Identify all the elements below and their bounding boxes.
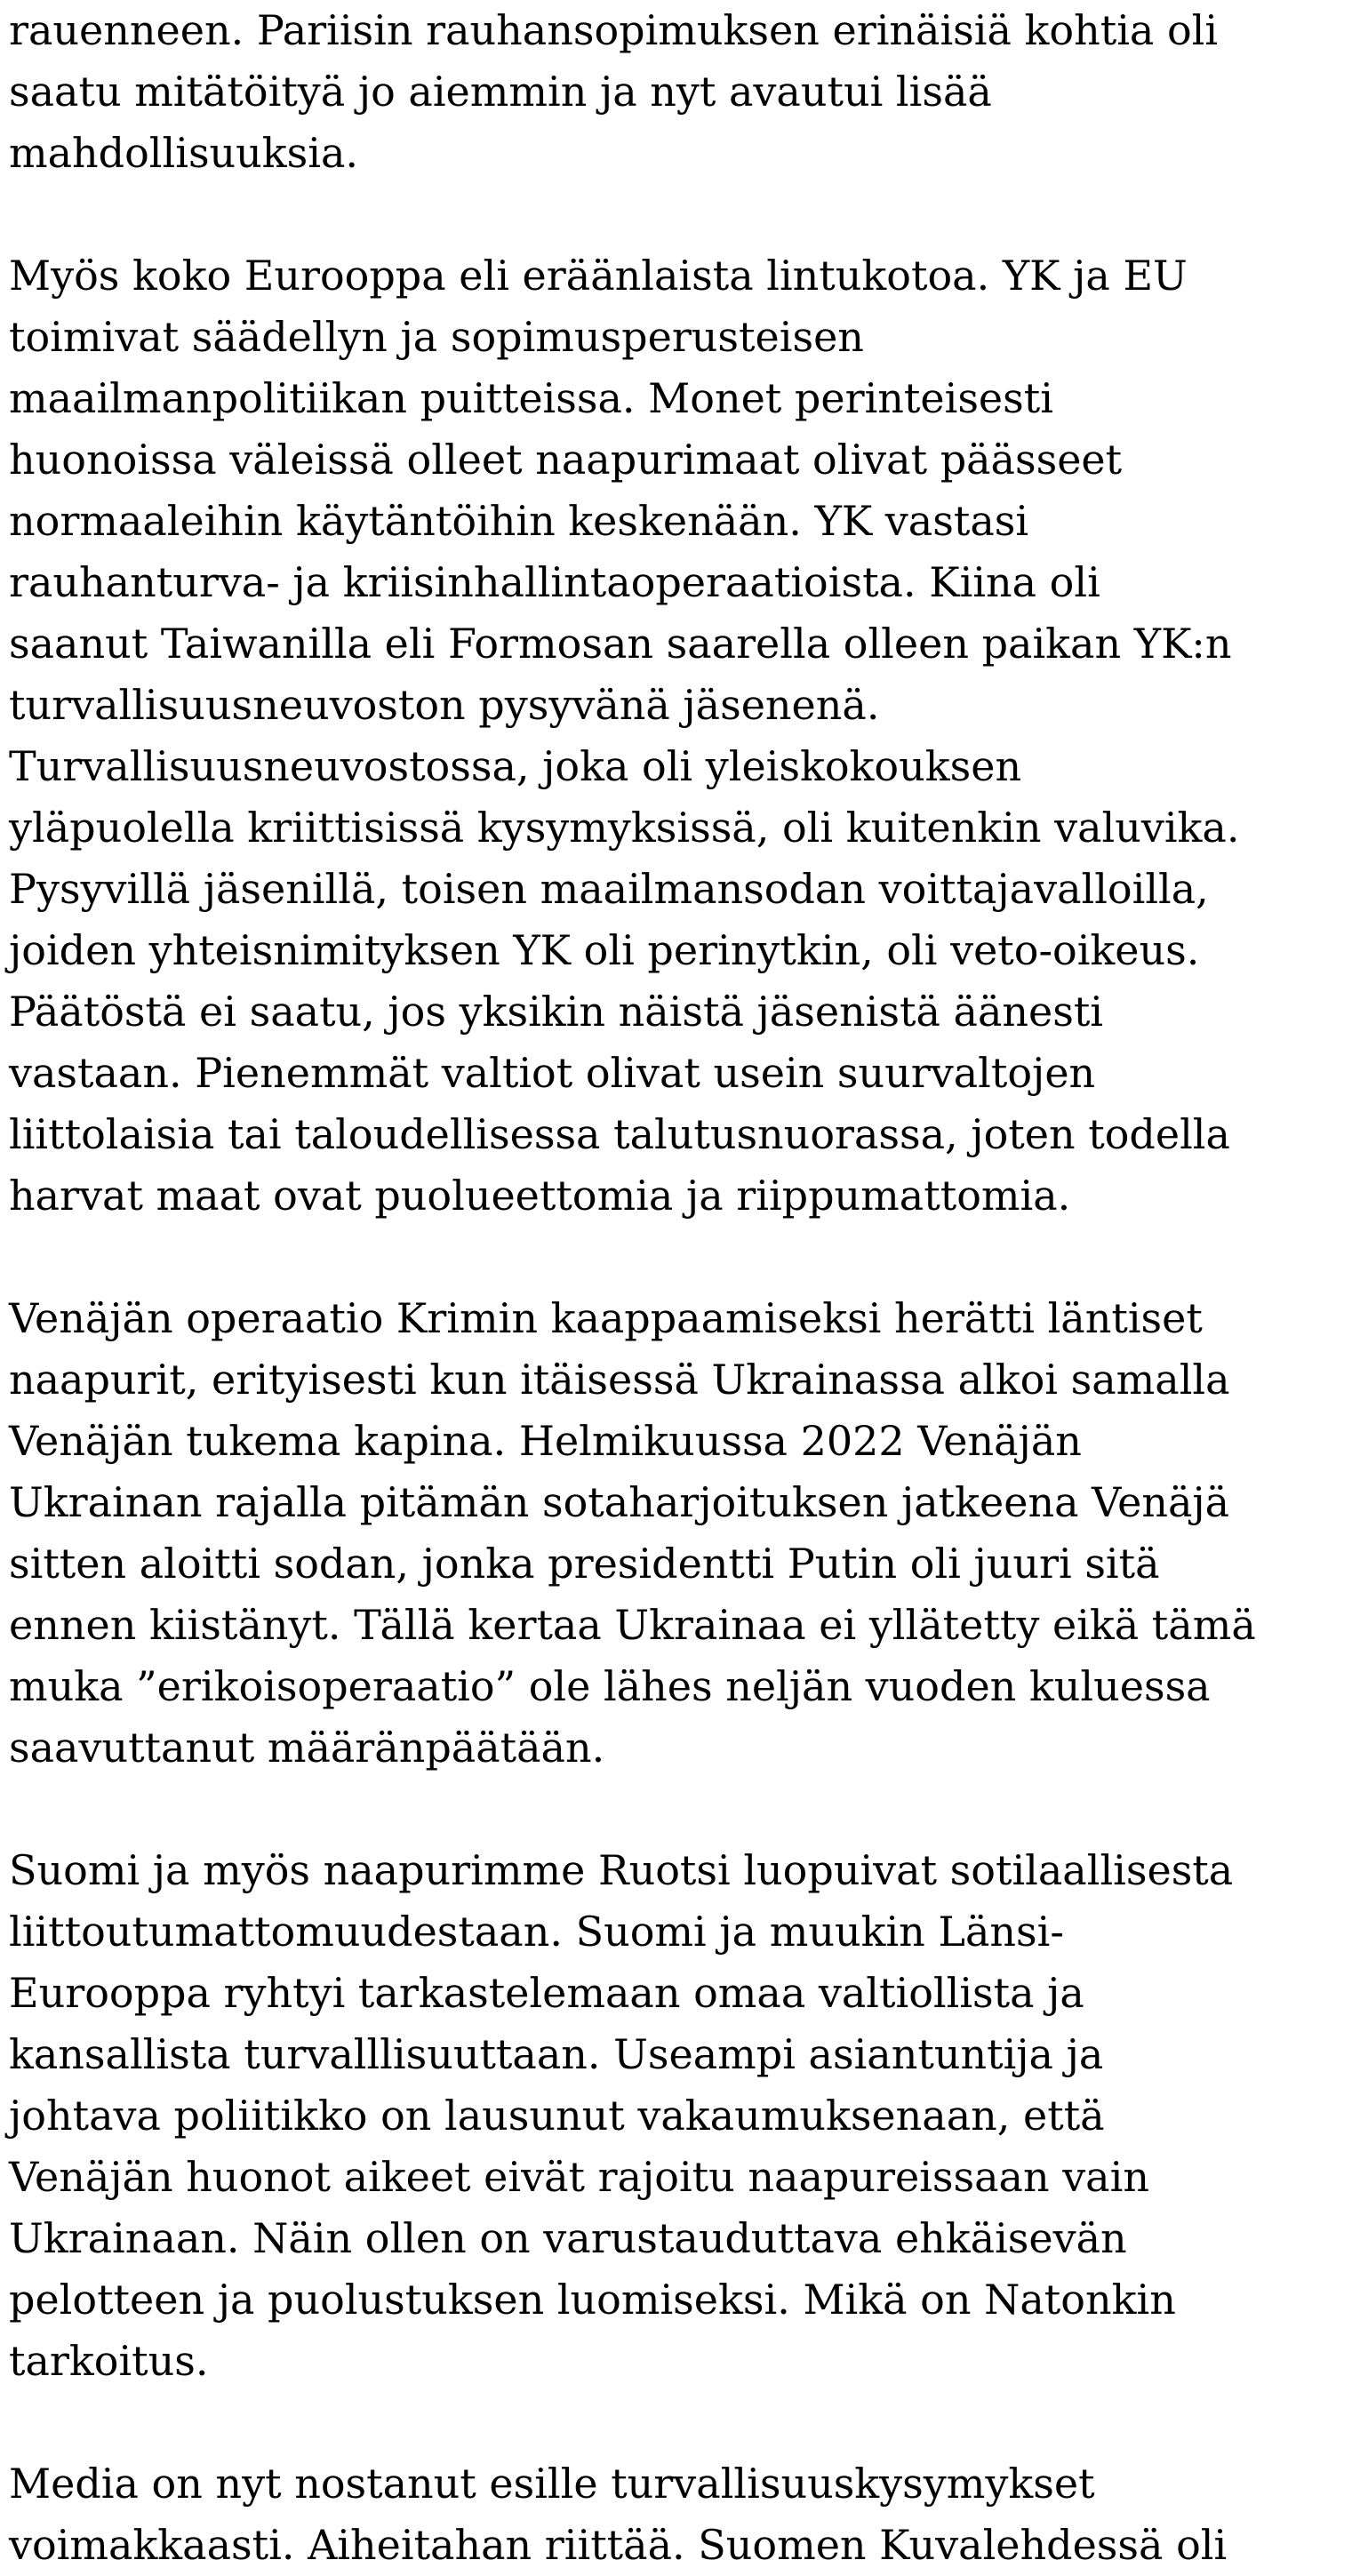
text-line: sitten aloitti sodan, jonka presidentti Putin oli juuri sitä <box>9 1540 1160 1588</box>
text-line: saanut Taiwanilla eli Formosan saarella olleen paikan YK:n <box>9 620 1232 668</box>
text-line: maailmanpolitiikan puitteissa. Monet perinteisesti <box>9 374 1053 422</box>
text-line: Ukrainaan. Näin ollen on varustauduttava ehkäisevän <box>9 2214 1127 2262</box>
text-line: harvat maat ovat puolueettomia ja riippumattomia. <box>9 1172 1071 1220</box>
paragraph-3 <box>9 1288 1356 1779</box>
paragraph-5 <box>9 2453 1356 2576</box>
text-line: saatu mitätöityä jo aiemmin ja nyt avautui lisää <box>9 68 992 116</box>
text-line: Eurooppa ryhtyi tarkastelemaan omaa valtiollista ja <box>9 1969 1084 2017</box>
paragraph-1 <box>9 0 1356 184</box>
text-line: liittolaisia tai taloudellisessa talutusnuorassa, joten todella <box>9 1110 1230 1158</box>
text-line: johtava poliitikko on lausunut vakaumuksenaan, että <box>9 2092 1105 2140</box>
text-line: mahdollisuuksia. <box>9 129 359 177</box>
text-line: Päätöstä ei saatu, jos yksikin näistä jäsenistä äänesti <box>9 988 1104 1036</box>
text-line: joiden yhteisnimityksen YK oli perinytkin, oli veto-oikeus. <box>9 926 1200 974</box>
text-line: Venäjän huonot aikeet eivät rajoitu naapureissaan vain <box>9 2153 1149 2201</box>
text-line: vastaan. Pienemmät valtiot olivat usein suurvaltojen <box>9 1049 1096 1097</box>
text-line: voimakkaasti. Aiheitahan riittää. Suomen Kuvalehdessä oli <box>9 2521 1228 2569</box>
paragraph-gap <box>9 1779 1356 1840</box>
text-line: Myös koko Eurooppa eli eräänlaista lintukotoa. YK ja EU <box>9 252 1188 300</box>
text-line: tarkoitus. <box>9 2337 209 2385</box>
text-line: saavuttanut määränpäätään. <box>9 1724 605 1772</box>
text-line: yläpuolella kriittisissä kysymyksissä, oli kuitenkin valuvika. <box>9 804 1240 852</box>
text-line: Venäjän tukema kapina. Helmikuussa 2022 Venäjän <box>9 1417 1082 1465</box>
text-line: Turvallisuusneuvostossa, joka oli yleiskokouksen <box>9 742 1022 790</box>
text-line: rauhanturva- ja kriisinhallintaoperaatioista. Kiina oli <box>9 558 1100 606</box>
text-line: pelotteen ja puolustuksen luomiseksi. Mikä on Natonkin <box>9 2276 1176 2324</box>
text-line: Suomi ja myös naapurimme Ruotsi luopuivat sotilaallisesta <box>9 1846 1234 1894</box>
paragraph-gap <box>9 1227 1356 1288</box>
text-line: toimivat säädellyn ja sopimusperusteisen <box>9 313 864 361</box>
text-line: Media on nyt nostanut esille turvallisuuskysymykset <box>9 2460 1095 2508</box>
text-line: Venäjän operaatio Krimin kaappaamiseksi herätti läntiset <box>9 1294 1203 1342</box>
text-line: rauenneen. Pariisin rauhansopimuksen erinäisiä kohtia oli <box>9 6 1219 54</box>
text-line: turvallisuusneuvoston pysyvänä jäsenenä. <box>9 681 880 729</box>
text-line: kansallista turvalllisuuttaan. Useampi asiantuntija ja <box>9 2030 1104 2078</box>
text-line: normaaleihin käytäntöihin keskenään. YK vastasi <box>9 497 1029 545</box>
paragraph-4 <box>9 1840 1356 2392</box>
text-line: Pysyvillä jäsenillä, toisen maailmansodan voittajavalloilla, <box>9 865 1209 913</box>
text-line: Ukrainan rajalla pitämän sotaharjoituksen jatkeena Venäjä <box>9 1478 1230 1526</box>
paragraph-gap <box>9 184 1356 245</box>
paragraph-2 <box>9 245 1356 1227</box>
text-line: ennen kiistänyt. Tällä kertaa Ukrainaa ei yllätetty eikä tämä <box>9 1601 1256 1649</box>
paragraph-gap <box>9 2392 1356 2453</box>
text-line: naapurit, erityisesti kun itäisessä Ukrainassa alkoi samalla <box>9 1356 1230 1404</box>
text-line: liittoutumattomuudestaan. Suomi ja muukin Länsi- <box>9 1908 1064 1956</box>
text-line: muka ”erikoisoperaatio” ole lähes neljän vuoden kuluessa <box>9 1662 1211 1710</box>
text-line: huonoissa väleissä olleet naapurimaat olivat päässeet <box>9 436 1123 484</box>
document-page <box>9 0 1356 2576</box>
